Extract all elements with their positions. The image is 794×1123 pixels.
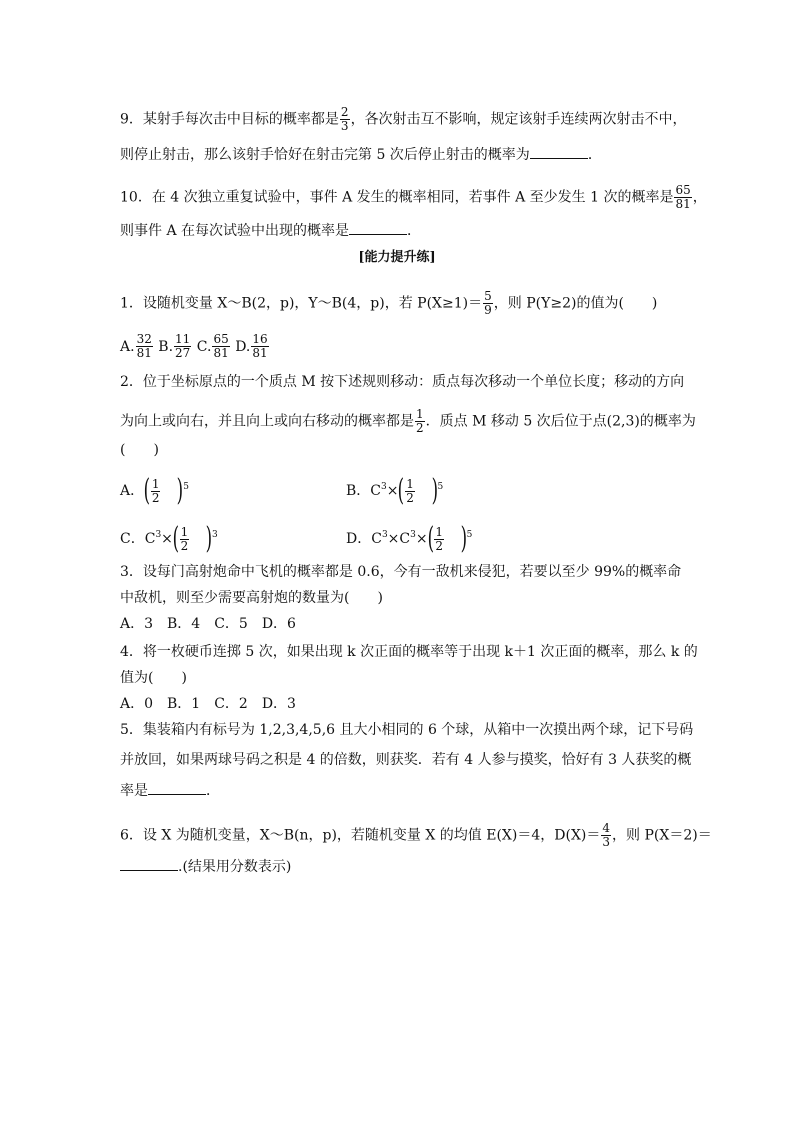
p6-line2: .(结果用分数表示): [120, 856, 291, 877]
answer-blank[interactable]: [530, 144, 588, 159]
p2-line2: 为向上或向右，并且向上或向右移动的概率都是 $\frac{1}{2}$ ．质点 M 移动 5 次后位于点(2,3)的概率为: [120, 407, 696, 435]
option-d[interactable]: D. $\frac{16}{81}$: [235, 332, 268, 360]
answer-blank[interactable]: [349, 220, 407, 235]
q10-line2: 则事件 A 在每次试验中出现的概率是 ．: [120, 220, 421, 241]
p4-line1: 4．将一枚硬币连掷 5 次，如果出现 k 次正面的概率等于出现 k＋1 次正面的概率，那么 k 的: [120, 644, 698, 660]
p5-line1: 5．集装箱内有标号为 1,2,3,4,5,6 且大小相同的 6 个球，从箱中一次摸出两个球，记下号码: [120, 722, 694, 738]
p5-line3: 率是 ．: [120, 780, 220, 801]
fraction: $\frac{1}{2}$: [416, 407, 424, 435]
p3-line2: 中敌机，则至少需要高射炮的数量为( ): [120, 590, 383, 606]
p4-line2: 值为( ): [120, 670, 187, 686]
p2-option-c[interactable]: C．$C^3\times$( $\frac{1}{2}$ )$^3$: [120, 521, 218, 556]
p1-stem: 1．设随机变量 X～B(2，p)，Y～B(4，p)，若 P(X≥1)＝ $\frac{5}{9}$ ，则 P(Y≥2)的值为( ): [120, 289, 658, 317]
p2-line1: 2．位于坐标原点的一个质点 M 按下述规则移动：质点每次移动一个单位长度；移动的方向: [120, 374, 685, 390]
q9-line2: 则停止射击，那么该射手恰好在射击完第 5 次后停止射击的概率为 ．: [120, 144, 602, 165]
section-title: [能力提升练]: [358, 250, 436, 265]
p5-line2: 并放回，如果两球号码之积是 4 的倍数，则获奖．若有 4 人参与摸奖，恰好有 3 人获奖的概: [120, 752, 692, 768]
option-c[interactable]: C. $\frac{65}{81}$: [196, 332, 229, 360]
p4-options[interactable]: A．0 B．1 C．2 D．3: [120, 696, 296, 712]
p2-option-a[interactable]: A．( $\frac{1}{2}$ )$^5$: [120, 473, 189, 508]
answer-blank[interactable]: [148, 780, 206, 795]
p6-line1: 6．设 X 为随机变量，X～B(n，p)，若随机变量 X 的均值 E(X)＝4，D(X)＝ $\frac{4}{3}$ ，则 P(X＝2)＝: [120, 821, 712, 849]
answer-blank[interactable]: [120, 856, 178, 871]
fraction: $\frac{65}{81}$: [675, 183, 691, 211]
p2-option-d[interactable]: D．$C^3\times C^3\times$( $\frac{1}{2}$ )$^5$: [346, 521, 473, 556]
fraction: $\frac{4}{3}$: [602, 821, 611, 849]
fraction: $\frac{5}{9}$: [484, 289, 492, 317]
fraction: $\frac{2}{3}$: [340, 105, 349, 133]
option-b[interactable]: B. $\frac{11}{27}$: [158, 332, 191, 360]
q10-line1: 10．在 4 次独立重复试验中，事件 A 发生的概率相同，若事件 A 至少发生 1 次的概率是 $\frac{65}{81}$ ，: [120, 183, 707, 211]
p1-options: [120, 333, 270, 360]
p3-line1: 3．设每门高射炮命中飞机的概率都是 0.6，今有一敌机来侵犯，若要以至少 99%的概率命: [120, 564, 682, 580]
p3-options[interactable]: A．3 B．4 C．5 D．6: [120, 616, 296, 632]
q9-line1: 9．某射手每次击中目标的概率都是 $\frac{2}{3}$ ，各次射击互不影响，规定该射手连续两次射击不中，: [120, 105, 687, 133]
p2-option-b[interactable]: B．$C^3\times$( $\frac{1}{2}$ )$^5$: [346, 473, 444, 508]
option-a[interactable]: A. $\frac{32}{81}$: [120, 332, 152, 360]
p2-line3: ( ): [120, 442, 159, 458]
